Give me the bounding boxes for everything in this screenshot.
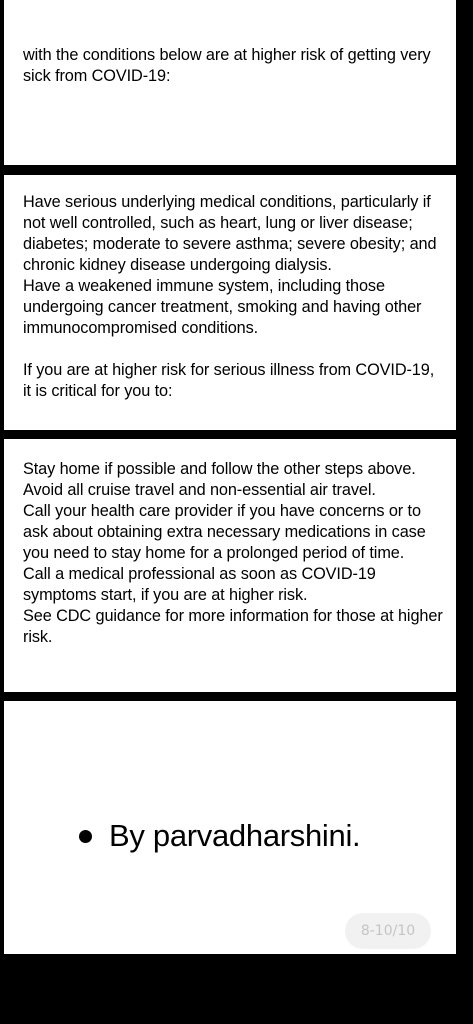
slide-text <box>23 192 446 402</box>
bullet-dot-icon <box>79 830 92 843</box>
slide-text <box>23 459 446 648</box>
call-professional-paragraph: Call a medical professional as soon as COVID-19 symptoms start, if you are at higher risk. <box>23 565 376 604</box>
slide-page-2 <box>4 175 456 430</box>
call-provider-paragraph: Call your health care provider if you have concerns or to ask about obtaining extra necessary medications in case you need to stay home for a prolonged period of time. <box>23 502 426 562</box>
author-bullet <box>79 818 360 854</box>
page-indicator-badge: 8-10/10 <box>345 913 431 949</box>
slide-paragraph: with the conditions below are at higher risk of getting very sick from COVID-19: <box>23 46 431 85</box>
stay-home-paragraph: Stay home if possible and follow the other steps above. Avoid all cruise travel and non-essential air travel. <box>23 460 416 499</box>
immune-paragraph: Have a weakened immune system, including those undergoing cancer treatment, smoking and having other immunocompromised conditions. <box>23 277 422 337</box>
slide-text <box>23 45 446 87</box>
author-credit: By parvadharshini. <box>109 818 361 853</box>
slide-page-4 <box>4 701 456 954</box>
higher-risk-paragraph: If you are at higher risk for serious illness from COVID-19, it is critical for you to: <box>23 361 435 400</box>
paragraph-gap <box>23 339 446 360</box>
slide-page-1 <box>4 0 456 165</box>
cdc-guidance-paragraph: See CDC guidance for more information for those at higher risk. <box>23 607 443 646</box>
condition-paragraph: Have serious underlying medical conditions, particularly if not well controlled, such as heart, lung or liver disease; diabetes; moderate to severe asthma; severe obesity; and chronic kidney disease undergoing dialysis. <box>23 193 437 274</box>
slide-page-3 <box>4 439 456 692</box>
